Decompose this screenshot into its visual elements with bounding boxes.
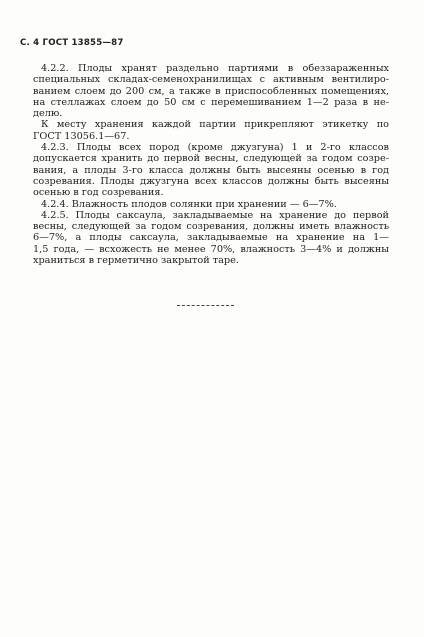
paragraph-4-2-4	[33, 199, 389, 210]
text-line: допускается хранить до первой весны, следующей за годом созре-	[33, 153, 389, 165]
text-line: ванием слоем до 200 см, а также в приспособленных помещениях,	[33, 85, 389, 97]
text-line: храниться в герметично закрытой таре.	[33, 255, 239, 267]
text-line: весны, следующей за годом созревания, должны иметь влажность	[33, 221, 389, 233]
paragraph-label	[33, 119, 389, 142]
text-line: 6—7%, а плоды саксаула, закладываемые на хранение на 1—	[33, 232, 389, 244]
paragraph-4-2-5	[33, 210, 389, 266]
document-body	[33, 63, 389, 266]
text-line: ГОСТ 13056.1—67.	[33, 130, 130, 142]
text-line: 4.2.3. Плоды всех пород (кроме джузгуна) 1 и 2-го классов	[41, 142, 389, 154]
text-line: 4.2.5. Плоды саксаула, закладываемые на хранение до первой	[41, 209, 389, 221]
text-line: 1,5 года, — всхожесть не менее 70%, влажность 3—4% и должны	[33, 243, 389, 255]
text-line: делю.	[33, 108, 63, 120]
text-line: осенью в год созревания.	[33, 187, 164, 199]
section-divider	[177, 305, 234, 306]
paragraph-4-2-2	[33, 63, 389, 119]
text-line: специальных складах-семенохранилищах с активным вентилиро-	[33, 74, 389, 86]
text-line: на стеллажах слоем до 50 см с перемешиванием 1—2 раза в не-	[33, 96, 389, 108]
text-line: вания, а плоды 3-го класса должны быть высеяны осенью в год	[33, 164, 389, 176]
paragraph-4-2-3	[33, 142, 389, 198]
text-line: 4.2.2. Плоды хранят раздельно партиями в обеззараженных	[41, 63, 389, 74]
page-header: С. 4 ГОСТ 13855—87	[20, 38, 124, 48]
text-line: 4.2.4. Влажность плодов солянки при хранении — 6—7%.	[41, 198, 337, 210]
text-line: созревания. Плоды джузгуна всех классов должны быть высеяны	[33, 175, 389, 187]
text-line: К месту хранения каждой партии прикрепляют этикетку по	[41, 119, 389, 131]
